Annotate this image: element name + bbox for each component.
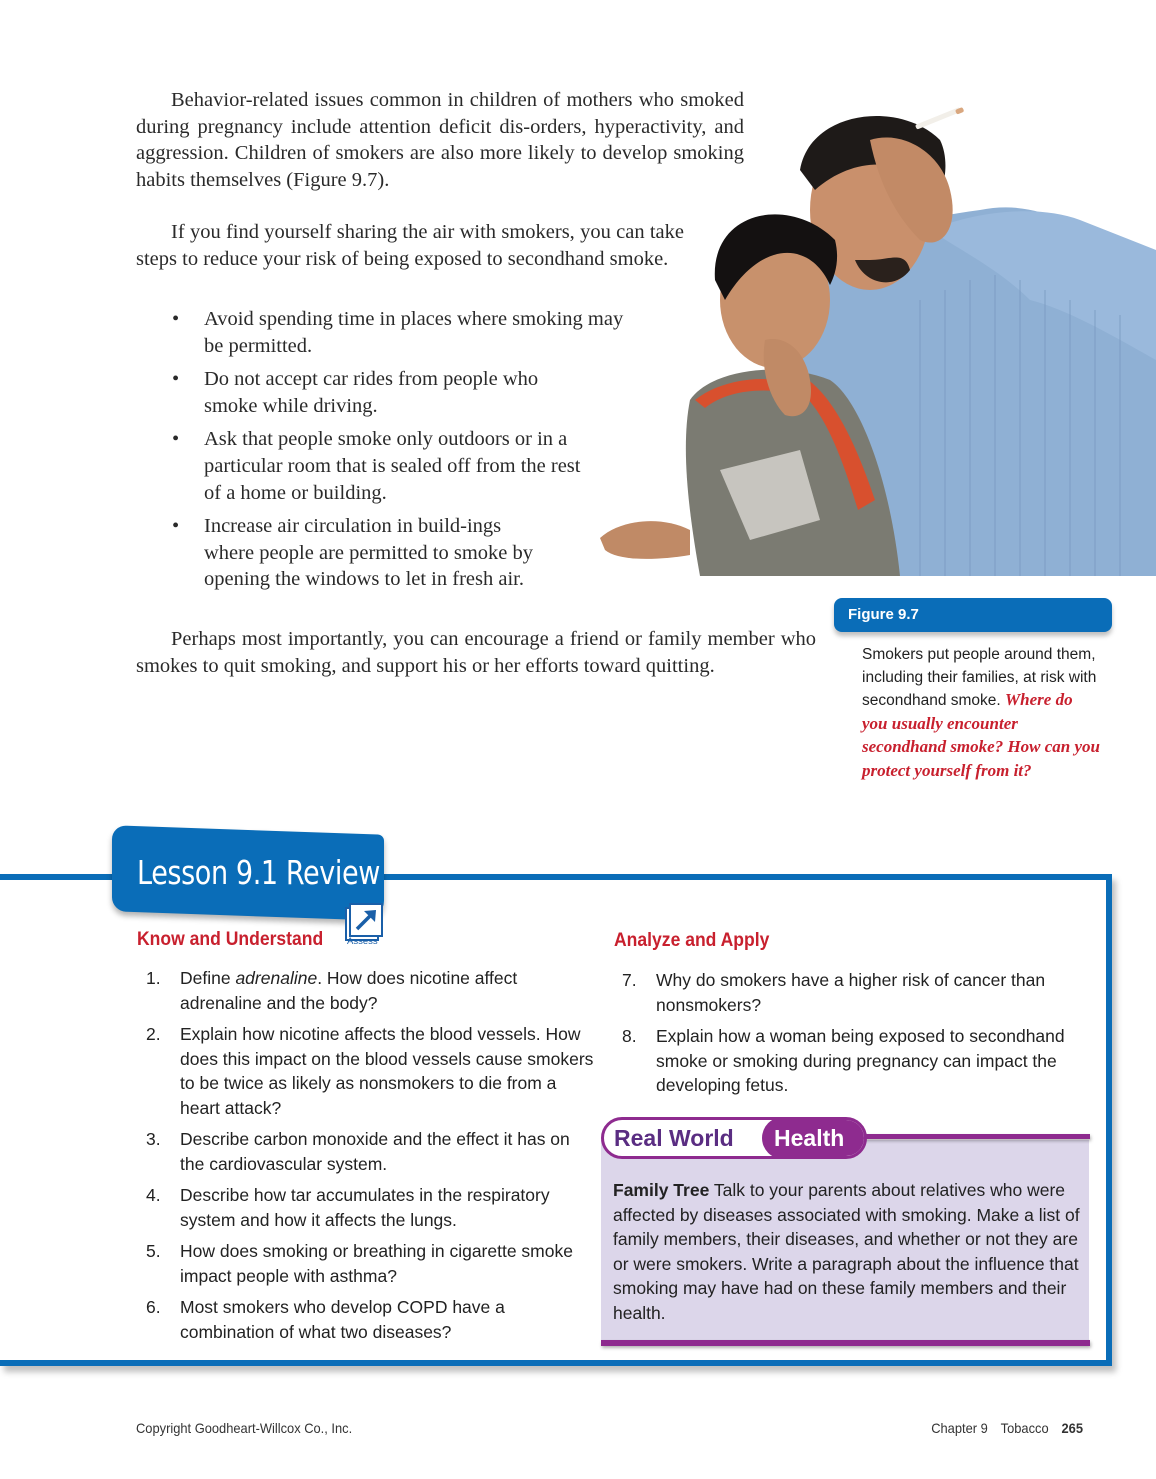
page-number: 265: [1061, 1420, 1083, 1436]
tips-list-item: • Increase air circulation in build-ings where people are permitted to smoke by opening the windows to let in fresh air.: [172, 515, 534, 591]
figure-caption-text: Smokers put people around them, including their families, at risk with secondhand smoke.: [862, 646, 1097, 709]
bullet-icon: •: [172, 308, 180, 330]
body-paragraph-2: If you find yourself sharing the air with smokers, you can take steps to reduce your risk of being exposed to secondhand smoke.: [136, 221, 684, 270]
page-footer: [931, 1420, 1083, 1436]
bullet-icon: •: [172, 428, 180, 451]
tips-list-item: • Do not accept car rides from people who smoke while driving.: [172, 368, 539, 417]
rwh-bottom-rule: [601, 1340, 1090, 1346]
tips-list: [136, 306, 644, 600]
chapter-label: Chapter 9: [931, 1420, 988, 1436]
rwh-lead: Family Tree: [613, 1180, 710, 1200]
rwh-title-right: Health: [774, 1125, 845, 1151]
tips-list-item: • Avoid spending time in places where smoking may be permitted.: [172, 308, 624, 357]
body-paragraph-1: Behavior-related issues common in children of mothers who smoked during pregnancy include attention deficit dis-orders, hyperactivity, and aggression. Children of smokers are also more likely to develop smoking habits themselves (Figure 9.7).: [136, 89, 744, 191]
question-item: 7. Why do smokers have a higher risk of cancer than nonsmokers?: [622, 970, 1046, 1015]
know-understand-questions: [146, 966, 594, 1351]
question-item: 6. Most smokers who develop COPD have a combination of what two diseases?: [146, 1297, 505, 1342]
figure-label: Figure 9.7: [848, 606, 919, 623]
question-item: 3. Describe carbon monoxide and the effect it has on the cardiovascular system.: [146, 1129, 570, 1174]
analyze-apply-heading: Analyze and Apply: [614, 929, 770, 951]
figure-label-tab: [834, 598, 1112, 632]
assess-label: Assess: [347, 936, 378, 947]
know-understand-heading: Know and Understand: [137, 928, 324, 950]
real-world-health-text: Family Tree Talk to your parents about relatives who were affected by diseases associated with smoking. Make a list of family members, their diseases, and whether or not they are or were smokers. Write a paragraph about the influence that smoking may have had on these family members and their health.: [613, 1180, 1080, 1323]
real-world-health-title: [601, 1117, 867, 1159]
analyze-apply-questions: [622, 968, 1082, 1105]
rwh-title-left: Real World: [614, 1125, 734, 1151]
copyright: Copyright Goodheart-Willcox Co., Inc.: [136, 1420, 353, 1436]
tips-list-item: • Ask that people smoke only outdoors or in a particular room that is sealed off from the rest of a home or building.: [172, 428, 581, 504]
bullet-icon: •: [172, 515, 180, 538]
review-title: Lesson 9.1 Review: [137, 853, 380, 892]
question-item: 4. Describe how tar accumulates in the respiratory system and how it affects the lungs.: [146, 1185, 550, 1230]
figure-photo: [600, 100, 1156, 576]
body-paragraph-3: Perhaps most importantly, you can encourage a friend or family member who smokes to quit smoking, and support his or her efforts toward quitting.: [136, 628, 816, 677]
bullet-icon: •: [172, 368, 180, 391]
question-item: 5. How does smoking or breathing in cigarette smoke impact people with asthma?: [146, 1241, 573, 1286]
question-item: 1. Define adrenaline. How does nicotine affect adrenaline and the body?: [146, 968, 518, 1013]
arrow-up-right-icon: [351, 905, 381, 935]
question-item: 2. Explain how nicotine affects the blood vessels. How does this impact on the blood vessels cause smokers to be twice as likely as nonsmokers to die from a heart attack?: [146, 1024, 594, 1118]
assess-button[interactable]: [345, 903, 387, 949]
chapter-title: Tobacco: [1000, 1420, 1049, 1436]
question-item: 8. Explain how a woman being exposed to secondhand smoke or smoking during pregnancy can impact the developing fetus.: [622, 1026, 1065, 1095]
figure-caption: [862, 644, 1102, 783]
figure-question: Where do you usually encounter secondhand smoke? How can you protect yourself from it?: [862, 690, 1101, 780]
